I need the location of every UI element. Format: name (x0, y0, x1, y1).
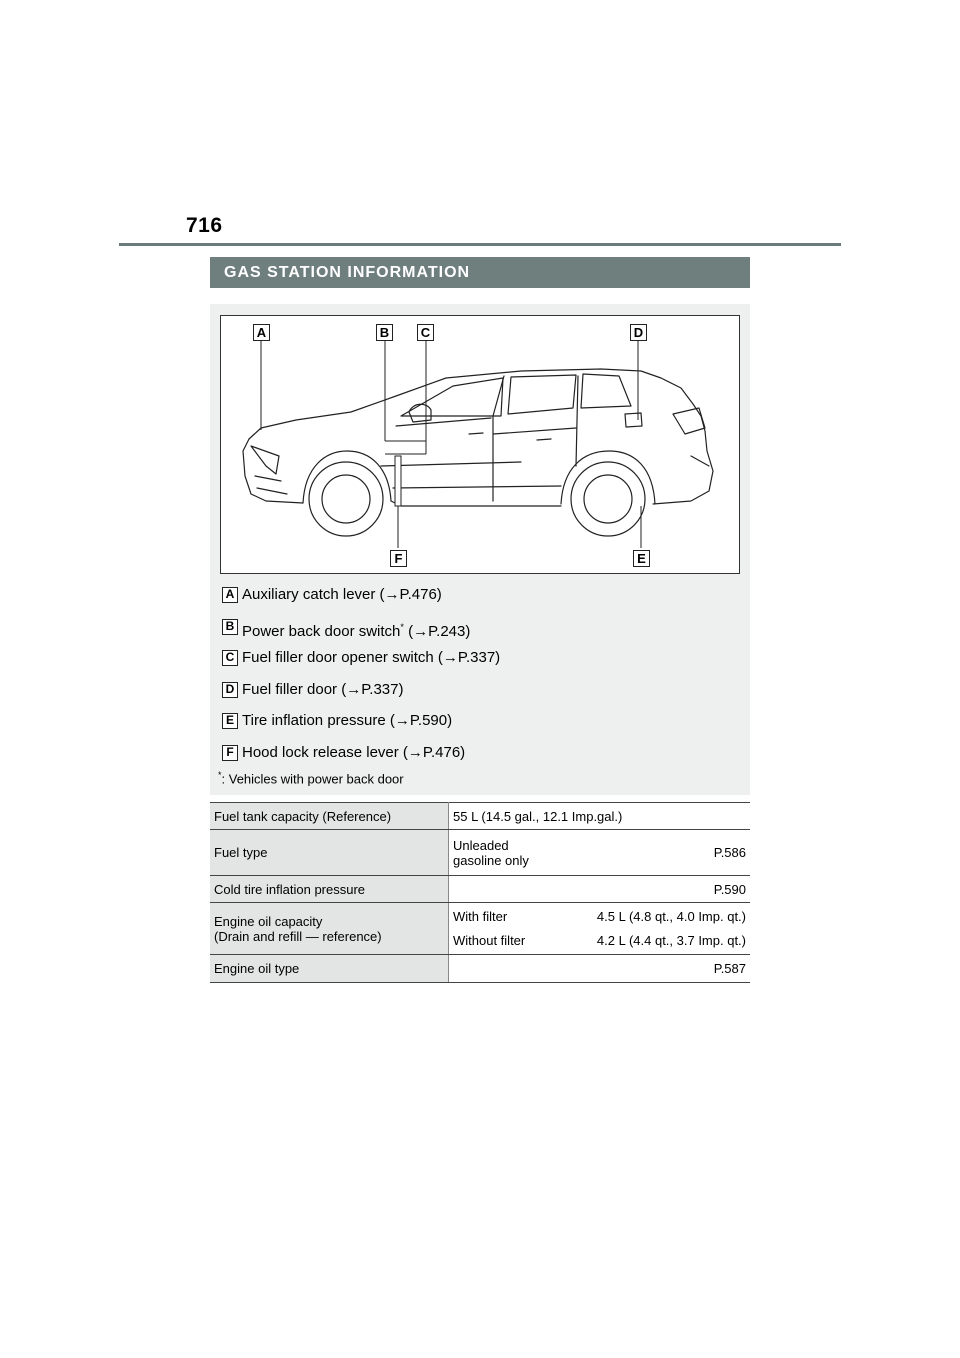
page-number: 716 (186, 214, 223, 237)
table-row (210, 803, 750, 830)
fuel-type-label: Fuel type (210, 830, 449, 876)
table-row (210, 830, 750, 876)
fuel-type-value (453, 838, 529, 868)
section-title: GAS STATION INFORMATION (210, 257, 750, 288)
fuel-type-ref: P.586 (713, 845, 746, 860)
callout-e: E (633, 550, 650, 567)
oil-capacity-values (449, 903, 751, 955)
legend-key-d: D (222, 682, 238, 698)
oil-capacity-label (210, 903, 449, 955)
legend-key-f: F (222, 745, 238, 761)
oil-without-filter-name: Without filter (453, 933, 526, 948)
legend-text-d: Fuel filler door (→P.337) (242, 680, 404, 698)
fuel-type-value-line1: Unleaded (453, 837, 509, 853)
oil-capacity-label-line1: Engine oil capacity (214, 913, 323, 929)
callout-a: A (253, 324, 270, 341)
legend-key-a: A (222, 587, 238, 603)
legend-item-d (218, 681, 738, 713)
oil-capacity-label-line2: (Drain and refill — reference) (214, 928, 382, 944)
oil-capacity-with-filter (453, 905, 746, 929)
legend-item-b (218, 618, 738, 650)
oil-capacity-without-filter (453, 929, 746, 953)
callout-b: B (376, 324, 393, 341)
callout-f: F (390, 550, 407, 567)
tire-pressure-ref: P.590 (449, 876, 751, 903)
table-row (210, 955, 750, 983)
info-panel (210, 304, 750, 795)
legend-item-a (218, 586, 738, 618)
legend-text-b-main: Power back door switch (242, 622, 401, 640)
footnote-text: : Vehicles with power back door (221, 771, 404, 787)
fuel-capacity-value: 55 L (14.5 gal., 12.1 Imp.gal.) (449, 803, 751, 830)
vehicle-diagram (220, 315, 740, 574)
callout-d: D (630, 324, 647, 341)
legend-text-a: Auxiliary catch lever (→P.476) (242, 586, 442, 603)
legend-text-b-ref: (→P.243) (403, 622, 471, 640)
oil-with-filter-name: With filter (453, 909, 508, 924)
spec-table (210, 802, 750, 983)
legend-key-e: E (222, 713, 238, 729)
legend-item-e (218, 712, 738, 744)
fuel-capacity-label: Fuel tank capacity (Reference) (210, 803, 449, 830)
legend-key-b: B (222, 619, 238, 635)
vehicle-side-view-illustration (221, 316, 741, 575)
legend-text-e: Tire inflation pressure (→P.590) (242, 712, 453, 729)
oil-type-ref: P.587 (449, 955, 751, 983)
callout-c: C (417, 324, 434, 341)
legend-item-c (218, 649, 738, 681)
fuel-type-cell (449, 830, 751, 876)
legend-text-f: Hood lock release lever (→P.476) (242, 743, 466, 761)
legend-key-c: C (222, 650, 238, 666)
header-rule (119, 243, 841, 246)
oil-type-label: Engine oil type (210, 955, 449, 983)
diagram-legend (218, 586, 738, 775)
tire-pressure-label: Cold tire inflation pressure (210, 876, 449, 903)
table-row (210, 903, 750, 955)
table-row (210, 876, 750, 903)
fuel-type-value-line2: gasoline only (453, 852, 529, 868)
footnote-asterisk: * (218, 770, 222, 780)
oil-without-filter-value: 4.2 L (4.4 qt., 3.7 Imp. qt.) (596, 933, 746, 948)
legend-text-b (242, 618, 470, 641)
footnote (218, 770, 404, 786)
footnote-marker: * (400, 621, 404, 632)
legend-text-c: Fuel filler door opener switch (→P.337) (242, 649, 501, 666)
oil-with-filter-value: 4.5 L (4.8 qt., 4.0 Imp. qt.) (596, 909, 746, 924)
